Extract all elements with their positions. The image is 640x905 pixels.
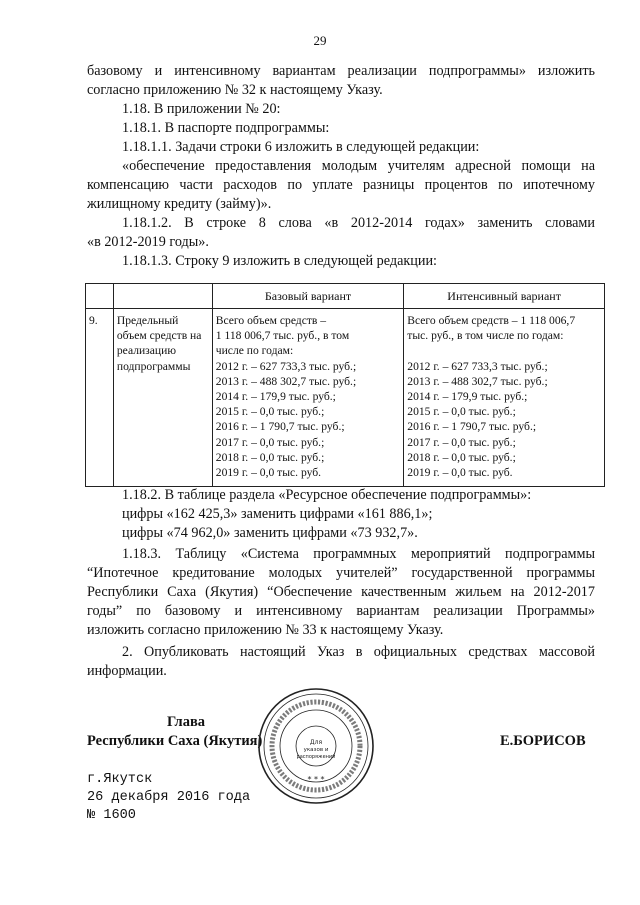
row-label-line: Предельный	[116, 314, 179, 327]
section-heading: 1.18. В приложении № 20:	[122, 101, 281, 117]
svg-text:распоряжений: распоряжений	[296, 754, 336, 760]
paragraph-line: 2. Опубликовать настоящий Указ в официальных средствах массовой	[122, 644, 595, 660]
footer-date: 26 декабря 2016 года	[87, 790, 251, 805]
table-header-empty	[113, 284, 212, 309]
row-number: 9.	[89, 314, 98, 327]
paragraph-line: годы” по базовому и интенсивному вариантам реализации Программы»	[87, 603, 595, 619]
base-line: 2015 г. – 0,0 тыс. руб.;	[215, 405, 325, 419]
base-line: 2018 г. – 0,0 тыс. руб.;	[215, 450, 325, 464]
subprogram-table	[85, 283, 605, 487]
svg-text:указов и: указов и	[303, 747, 329, 753]
intensive-line: 2012 г. – 627 733,3 тыс. руб.;	[407, 359, 548, 373]
intensive-line: 2018 г. – 0,0 тыс. руб.;	[407, 450, 516, 464]
base-line: 2013 г. – 488 302,7 тыс. руб.;	[215, 374, 357, 388]
paragraph-line: жилищному кредиту (займу)».	[87, 196, 272, 212]
base-line: 2012 г. – 627 733,3 тыс. руб.;	[215, 359, 357, 373]
footer-city: г.Якутск	[87, 772, 153, 787]
table-header-empty	[86, 284, 114, 309]
intensive-line: 2016 г. – 1 790,7 тыс. руб.;	[407, 420, 537, 434]
official-seal-icon	[256, 686, 376, 806]
base-line: 2017 г. – 0,0 тыс. руб.;	[215, 435, 325, 449]
paragraph-line: 1.18.3. Таблицу «Система программных мероприятий подпрограммы	[122, 546, 595, 562]
intensive-variant-cell	[404, 309, 605, 487]
paragraph-line: Республики Саха (Якутия) “Обеспечение качественным жильем на 2012-2017	[87, 584, 595, 600]
row-label-line: реализацию	[116, 344, 176, 358]
signature-title-line2: Республики Саха (Якутия)	[87, 733, 263, 749]
base-line: 2014 г. – 179,9 тыс. руб.;	[215, 390, 336, 404]
row-number-cell	[86, 309, 114, 487]
paragraph-line: компенсацию части расходов по уплате разницы процентов по ипотечному	[87, 177, 595, 193]
base-variant-cell	[212, 309, 404, 487]
paragraph-line: цифры «162 425,3» заменить цифрами «161 886,1»;	[122, 506, 433, 522]
intensive-line: Всего объем средств – 1 118 006,7	[407, 314, 576, 327]
header-intensive-variant: Интенсивный вариант	[404, 284, 605, 309]
paragraph-line: «обеспечение предоставления молодым учителям адресной помощи на	[122, 158, 595, 174]
section-heading: 1.18.1. В паспорте подпрограммы:	[122, 120, 330, 136]
paragraph-line: «в 2012-2019 годы».	[87, 234, 209, 250]
intensive-line: 2014 г. – 179,9 тыс. руб.;	[407, 390, 528, 403]
base-line: 1 118 006,7 тыс. руб., в том	[215, 329, 350, 343]
paragraph-line: 1.18.1.1. Задачи строки 6 изложить в следующей редакции:	[122, 139, 480, 155]
row-label-line: подпрограммы	[116, 359, 191, 373]
paragraph-line: согласно приложению № 32 к настоящему Указу.	[87, 82, 383, 98]
svg-text:Для: Для	[309, 739, 323, 746]
intensive-line: 2017 г. – 0,0 тыс. руб.;	[407, 435, 516, 449]
paragraph-line: 1.18.1.3. Строку 9 изложить в следующей редакции:	[122, 253, 437, 269]
intensive-line: 2015 г. – 0,0 тыс. руб.;	[407, 405, 516, 419]
base-line: числе по годам:	[215, 344, 294, 358]
table-row	[86, 309, 605, 487]
intensive-line: 2013 г. – 488 302,7 тыс. руб.;	[407, 374, 548, 388]
base-line: 2016 г. – 1 790,7 тыс. руб.;	[215, 420, 345, 434]
base-line: 2019 г. – 0,0 тыс. руб.	[215, 466, 322, 480]
row-label-cell	[113, 309, 212, 487]
intensive-line: тыс. руб., в том числе по годам:	[407, 329, 564, 343]
page-number: 29	[313, 33, 327, 48]
cell-spacer	[407, 343, 601, 358]
paragraph-line: базовому и интенсивному вариантам реализации подпрограммы» изложить	[87, 63, 595, 79]
paragraph-line: информации.	[87, 663, 167, 679]
svg-text:* * *: * * *	[307, 775, 325, 784]
paragraph-line: 1.18.2. В таблице раздела «Ресурсное обеспечение подпрограммы»:	[122, 487, 532, 503]
row-label-line: объем средств на	[116, 329, 202, 343]
paragraph-line: “Ипотечное кредитование молодых учителей” государственной программы	[87, 565, 595, 581]
paragraph-line: цифры «74 962,0» заменить цифрами «73 932,7».	[122, 525, 418, 541]
base-line: Всего объем средств –	[215, 314, 327, 327]
intensive-line: 2019 г. – 0,0 тыс. руб.	[407, 466, 513, 480]
paragraph-line: 1.18.1.2. В строке 8 слова «в 2012-2014 годах» заменить словами	[122, 215, 595, 231]
footer-number: № 1600	[87, 808, 136, 823]
table-header-row	[86, 284, 605, 309]
signature-title-line1: Глава	[166, 714, 206, 730]
paragraph-line: изложить согласно приложению № 33 к настоящему Указу.	[87, 622, 444, 638]
header-base-variant: Базовый вариант	[212, 284, 404, 309]
signatory-name: Е.БОРИСОВ	[500, 733, 586, 749]
